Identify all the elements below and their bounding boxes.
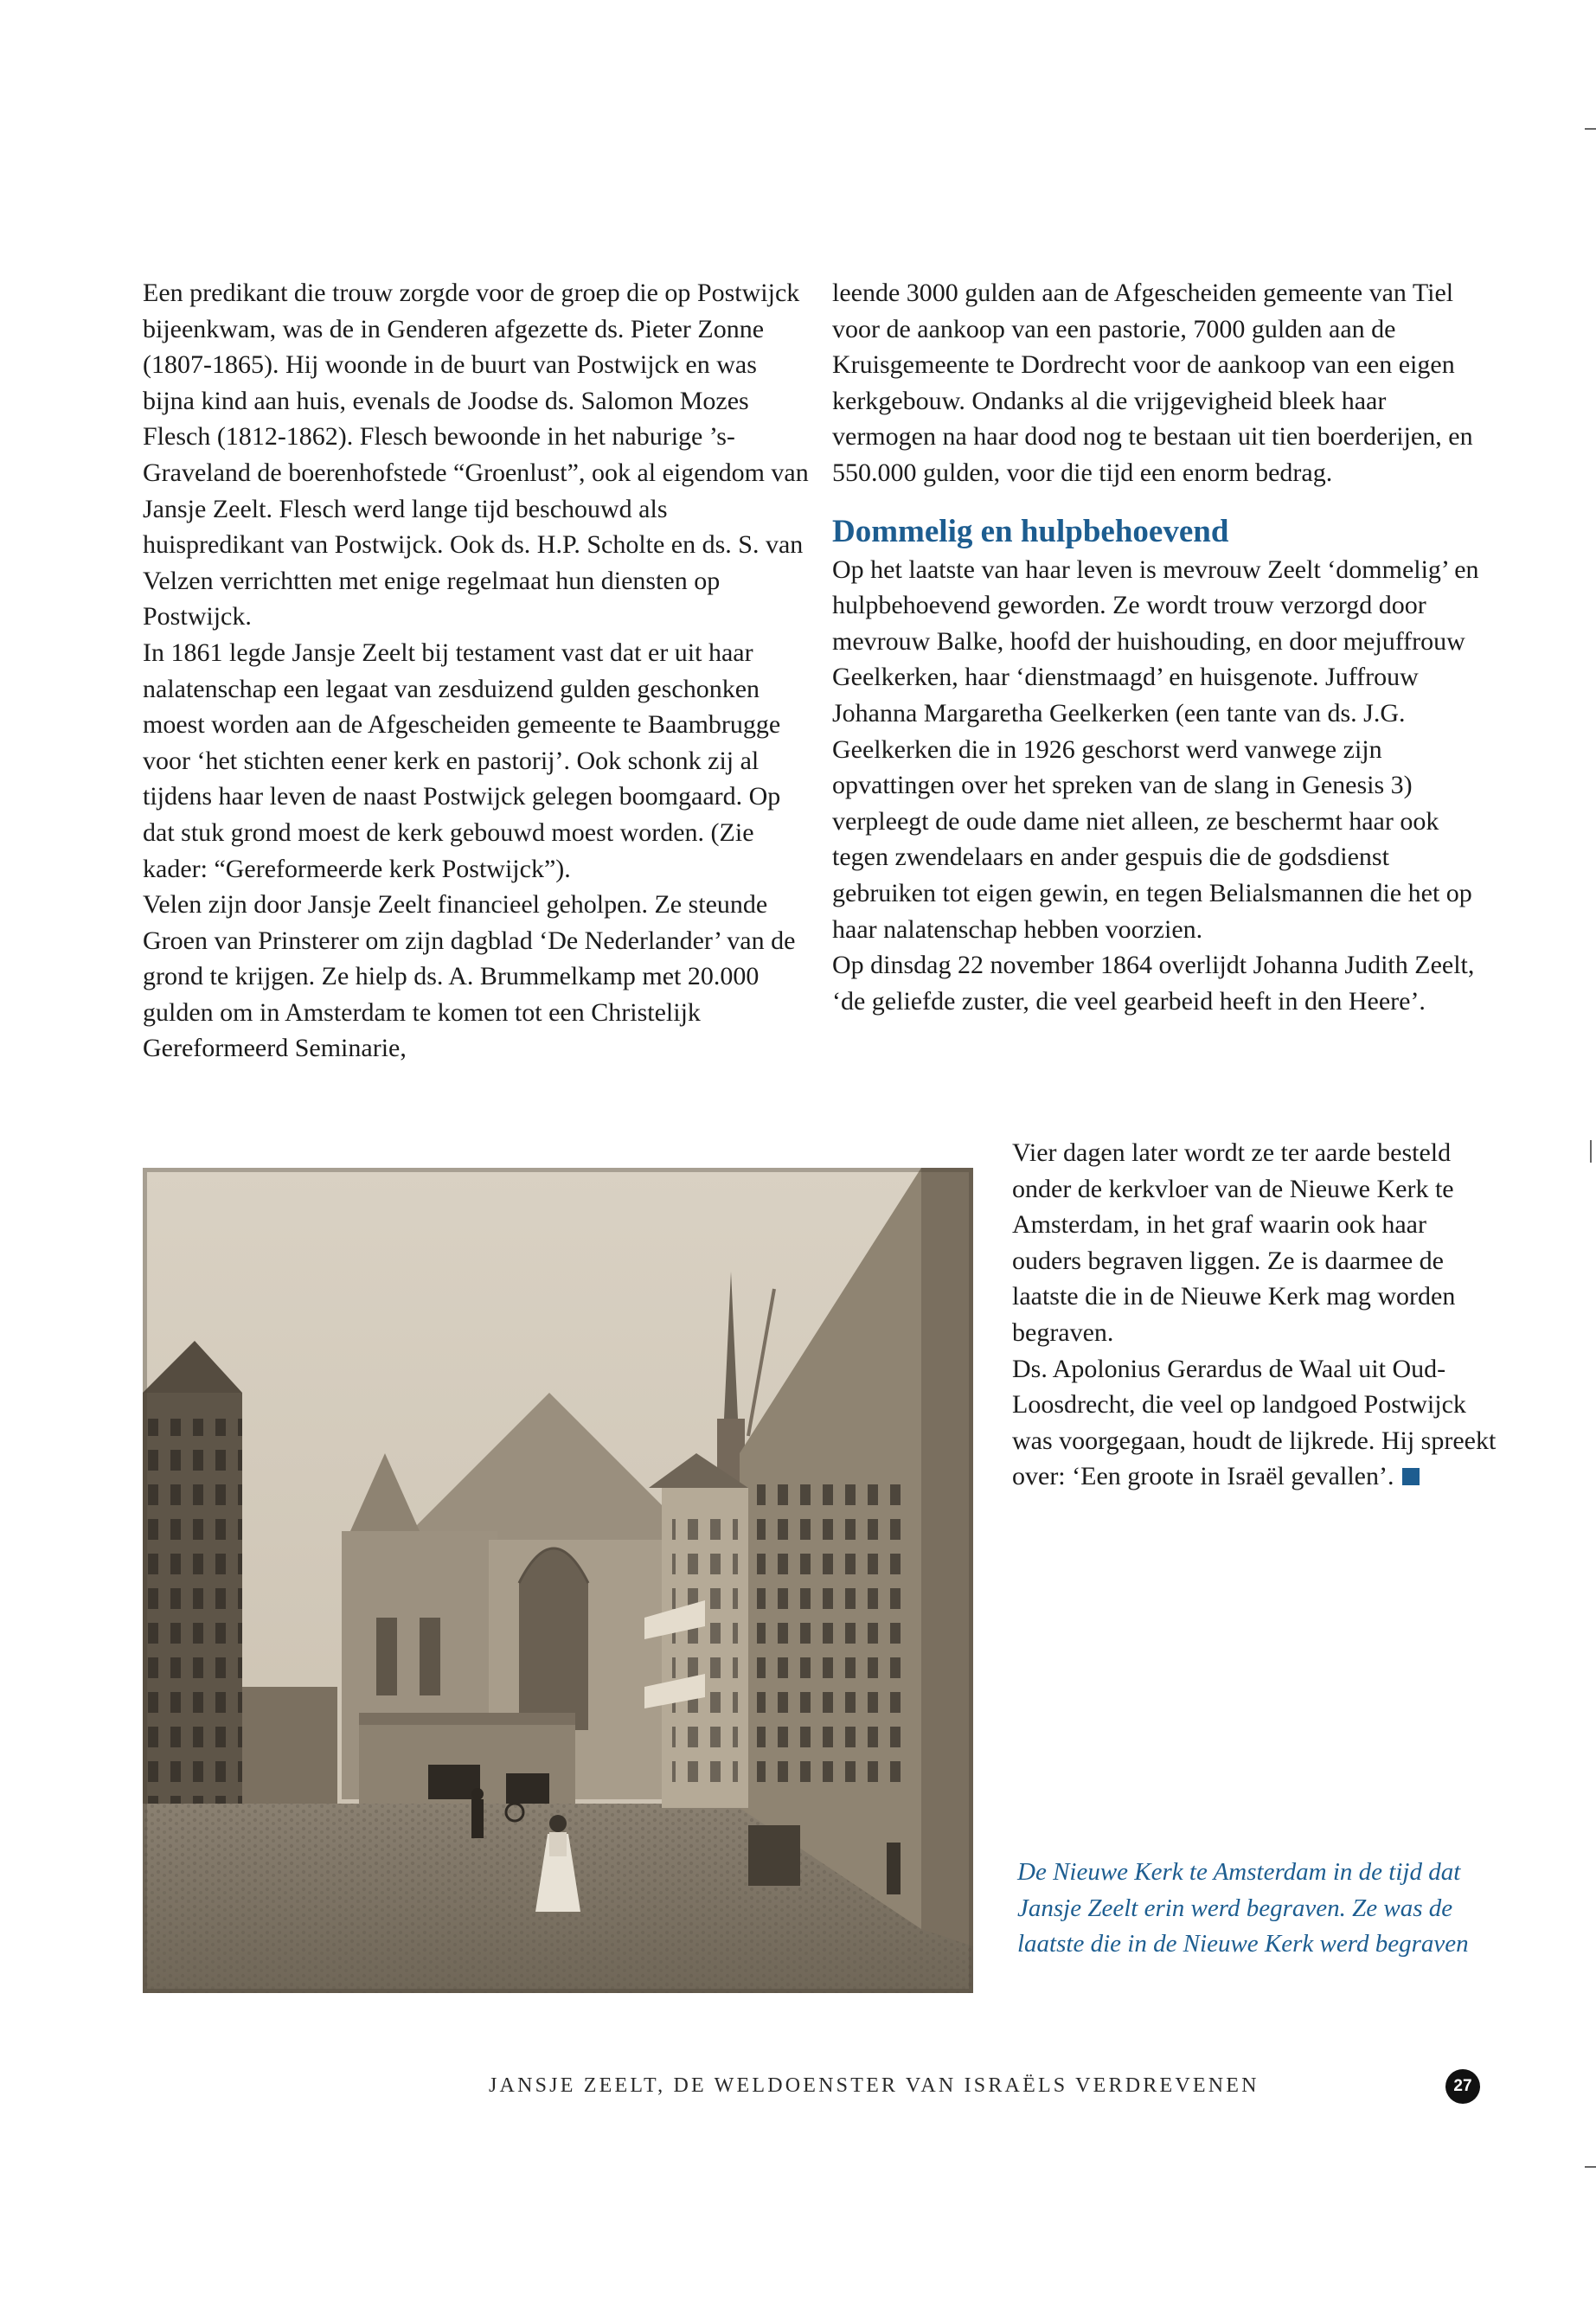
paragraph: Een predikant die trouw zorgde voor de groep die op Postwijck bijeenkwam, was de in Genderen afgezette ds. Pieter Zonne (1807-1865). Hij woonde in de buurt van Postwijck en was bijna kind aan huis, evenals de Joodse ds. Salomon Mozes Flesch (1812-1862). Flesch bewoonde in het naburige ’s-Graveland de boerenhofstede “Groenlust”, ook al eigendom van Jansje Zeelt. Flesch werd lange tijd beschouwd als huispredikant van Postwijck. Ook ds. H.P. Scholte en ds. S. van Velzen verrichtten met enige regelmaat hun diensten op Postwijck. (143, 279, 809, 631)
crop-mark-middle (1590, 1140, 1592, 1163)
paragraph: In 1861 legde Jansje Zeelt bij testament vast dat er uit haar nalatenschap een legaat van zesduizend gulden geschonken moest worden aan de Afgescheiden gemeente te Baambrugge voor ‘het stichten eener kerk en pastorij’. Ook schonk zij al tijdens haar leven de naast Postwijck gelegen boomgaard. Op dat stuk grond moest de kerk gebouwd moest worden. (Zie kader: “Gereformeerde kerk Postwijck”). (143, 638, 781, 883)
paragraph-text: Ds. Apolonius Gerardus de Waal uit Oud-Loosdrecht, die veel op landgoed Postwijck was voorgegaan, houdt de lijkrede. Hij spreekt over: ‘Een groote in Israël gevallen’. (1012, 1354, 1497, 1491)
paragraph: leende 3000 gulden aan de Afgescheiden gemeente van Tiel voor de aankoop van een pastorie, 7000 gulden aan de Kruisgemeente te Dordrecht voor de aankoop van een eigen kerkgebouw. Ondanks al die vrijgevigheid bleek haar vermogen na haar dood nog te bestaan uit tien boerderijen, en 550.000 gulden, voor die tijd een enorm bedrag. (832, 279, 1473, 487)
page-number-badge: 27 (1445, 2069, 1480, 2104)
section-heading: Dommelig en hulpbehoevend (832, 513, 1229, 549)
paragraph: Op het laatste van haar leven is mevrouw Zeelt ‘dommelig’ en hulpbehoevend geworden. Ze wordt trouw verzorgd door mevrouw Balke, hoofd der huishouding, en door mejuffrouw Geelkerken, haar ‘dienstmaagd’ en huisgenote. Juffrouw Johanna Margaretha Geelkerken (een tante van ds. J.G. Geelkerken die in 1926 geschorst werd vanwege zijn opvattingen over het spreken van de slang in Genesis 3) verpleegt de oude dame niet alleen, ze beschermt haar ook tegen zwendelaars en ander gespuis die de godsdienst gebruiken tot eigen gewin, en tegen Belialsmannen die het op haar nalatenschap hebben voorzien. (832, 554, 1479, 944)
crop-mark-bottom (1585, 2166, 1596, 2168)
photo-caption: De Nieuwe Kerk te Amsterdam in de tijd dat Jansje Zeelt erin werd begraven. Ze was de laatste die in de Nieuwe Kerk werd begraven (1017, 1858, 1469, 1958)
paragraph: Velen zijn door Jansje Zeelt financieel geholpen. Ze steunde Groen van Prinsterer om zijn dagblad ‘De Nederlander’ van de grond te krijgen. Ze hielp ds. A. Brummelkamp met 20.000 gulden om in Amsterdam te komen tot een Christelijk Gereformeerd Seminarie, (143, 890, 796, 1063)
photo-illustration (143, 1168, 973, 1993)
paragraph: Op dinsdag 22 november 1864 overlijdt Johanna Judith Zeelt, ‘de geliefde zuster, die veel gearbeid heeft in den Heere’. (832, 951, 1475, 1016)
paragraph (1012, 1351, 1497, 1495)
running-title: JANSJE ZEELT, DE WELDOENSTER VAN ISRAËLS VERDREVENEN (489, 2074, 1259, 2097)
end-of-article-square-icon (1402, 1468, 1420, 1485)
text-column-left (143, 275, 809, 1067)
historical-photo-nieuwe-kerk (143, 1168, 973, 1993)
paragraph: Vier dagen later wordt ze ter aarde besteld onder de kerkvloer van de Nieuwe Kerk te Amsterdam, in het graf waarin ook haar ouders begraven liggen. Ze is daarmee de laatste die in de Nieuwe Kerk mag worden begraven. (1012, 1138, 1456, 1347)
text-column-right (832, 275, 1481, 1019)
crop-mark-top (1585, 128, 1596, 130)
text-column-continuation (1012, 1135, 1497, 1495)
